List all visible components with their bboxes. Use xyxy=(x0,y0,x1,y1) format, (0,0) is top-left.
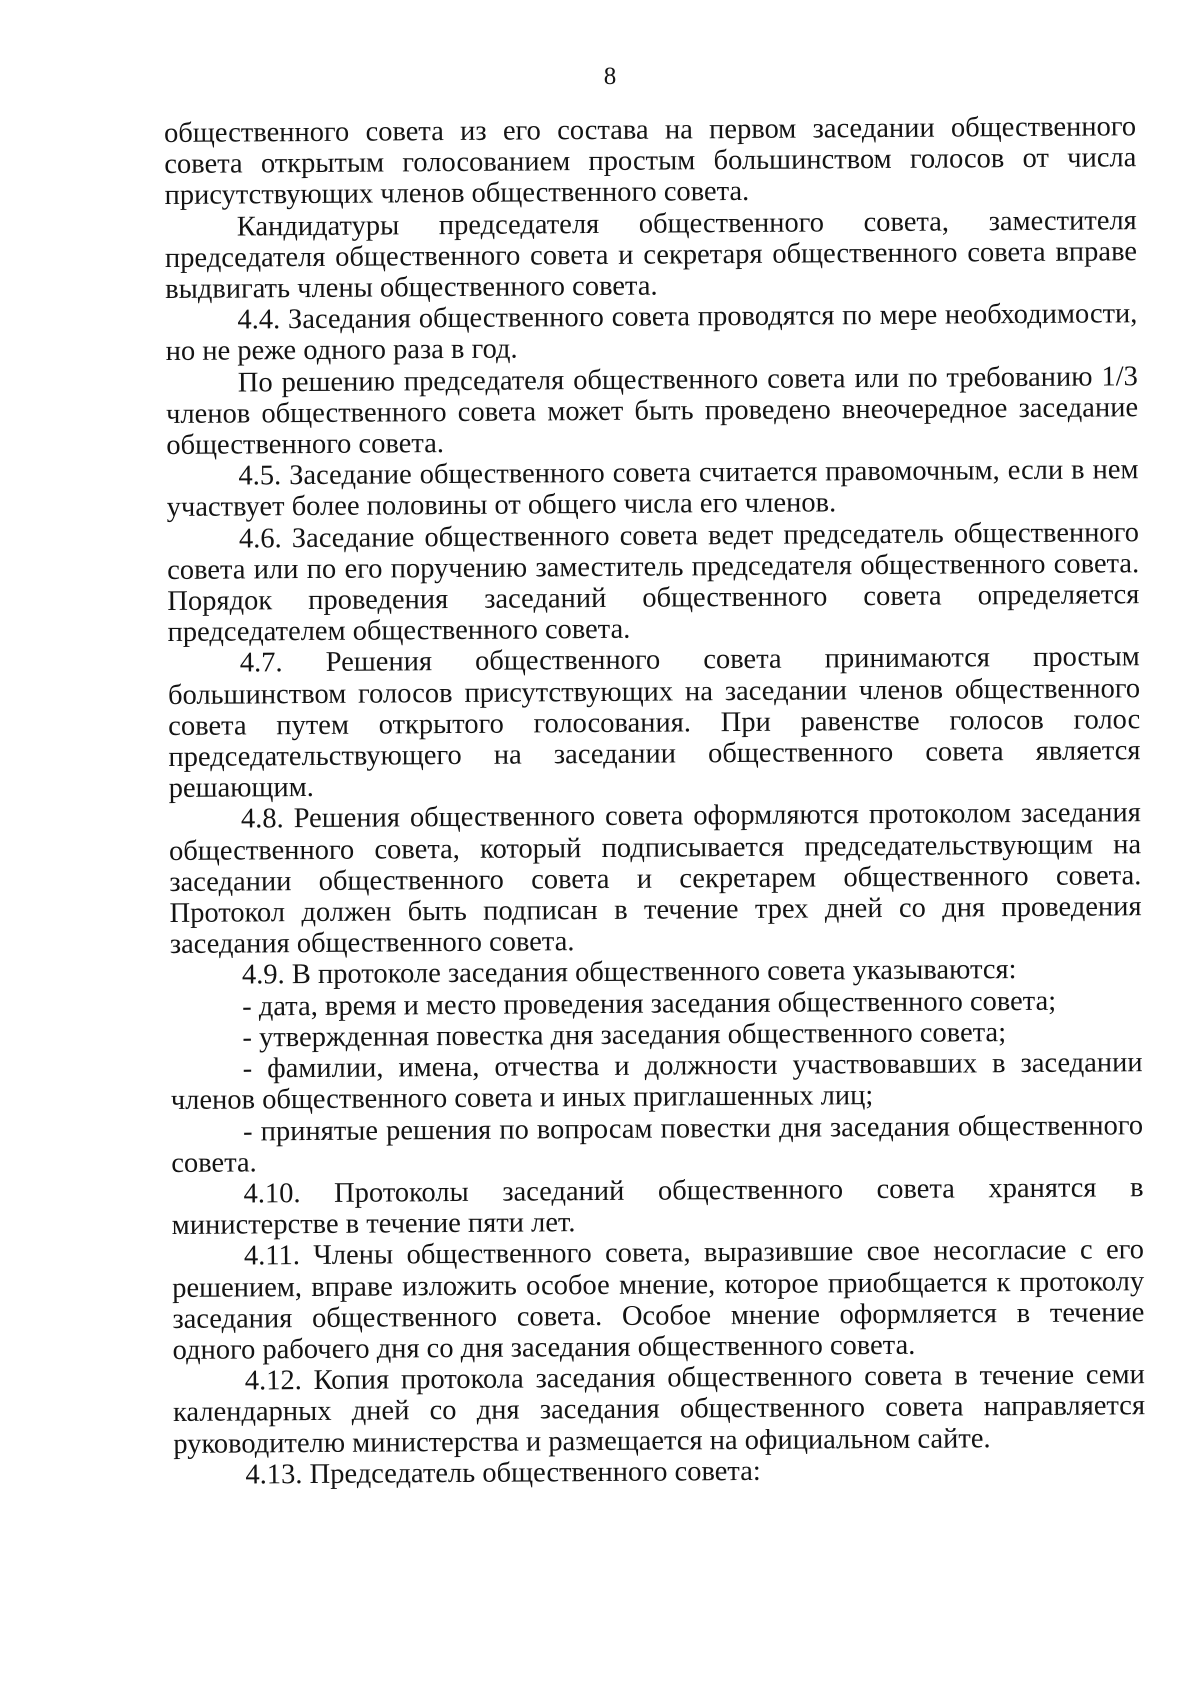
paragraph: 4.8. Решения общественного совета оформляются протоколом заседания общественного совета, который подписывается председательствующим на заседании общественного совета и секретарем общественного совета. Протокол должен быть подписан в течение трех дней со дня проведения заседания общественного совета. xyxy=(169,797,1142,961)
list-item: - фамилии, имена, отчества и должности участвовавших в заседании членов общественного совета и иных приглашенных лиц; xyxy=(170,1047,1143,1117)
paragraph: 4.13. Председатель общественного совета: xyxy=(245,1455,761,1491)
list-item: - принятые решения по вопросам повестки дня заседания общественного совета. xyxy=(171,1109,1144,1179)
paragraph: Кандидатуры председателя общественного совета, заместителя председателя общественного совета и секретаря общественного совета вправе выдвигать члены общественного совета. xyxy=(164,204,1138,306)
paragraph: 4.9. В протоколе заседания общественного совета указываются: xyxy=(241,954,1017,991)
paragraph: 4.11. Члены общественного совета, выразившие свое несогласие с его решением, вправе изложить особое мнение, которое приобщается к протоколу заседания общественного совета. Особое мнение оформляется в течение одного рабочего дня со дня заседания общественного совета. xyxy=(172,1234,1145,1366)
paragraph: По решению председателя общественного совета или по требованию 1/3 членов общественного совета может быть проведено внеочередное заседание общественного совета. xyxy=(165,360,1139,462)
document-body xyxy=(164,111,1146,1491)
paragraph: общественного совета из его состава на первом заседании общественного совета открытым голосованием простым большинством голосов от числа присутствующих членов общественного совета. xyxy=(164,111,1137,212)
paragraph: 4.7. Решения общественного совета принимаются простым большинством голосов присутствующих на заседании членов общественного совета путем открытого голосования. При равенстве голосов голос председательствующего на заседании общественного совета является решающим. xyxy=(167,641,1141,805)
paragraph: 4.6. Заседание общественного совета ведет председатель общественного совета или по его поручению заместитель председателя общественного совета. Порядок проведения заседаний общественного совета определяется председателем общественного совета. xyxy=(167,516,1140,649)
paragraph: 4.4. Заседания общественного совета проводятся по мере необходимости, но не реже одного раза в год. xyxy=(165,298,1138,368)
paragraph: 4.5. Заседание общественного совета считается правомочным, если в нем участвует более половины от общего числа его членов. xyxy=(166,454,1139,524)
page-number: 8 xyxy=(603,63,617,90)
list-item: - дата, время и место проведения заседания общественного совета; xyxy=(242,985,1057,1023)
paragraph: 4.10. Протоколы заседаний общественного совета хранятся в министерстве в течение пяти лет. xyxy=(171,1172,1144,1242)
list-item: - утвержденная повестка дня заседания общественного совета; xyxy=(242,1017,1007,1054)
paragraph: 4.12. Копия протокола заседания общественного совета в течение семи календарных дней со дня заседания общественного совета направляется руководителю министерства и размещается на официальном сайте. xyxy=(172,1359,1146,1460)
